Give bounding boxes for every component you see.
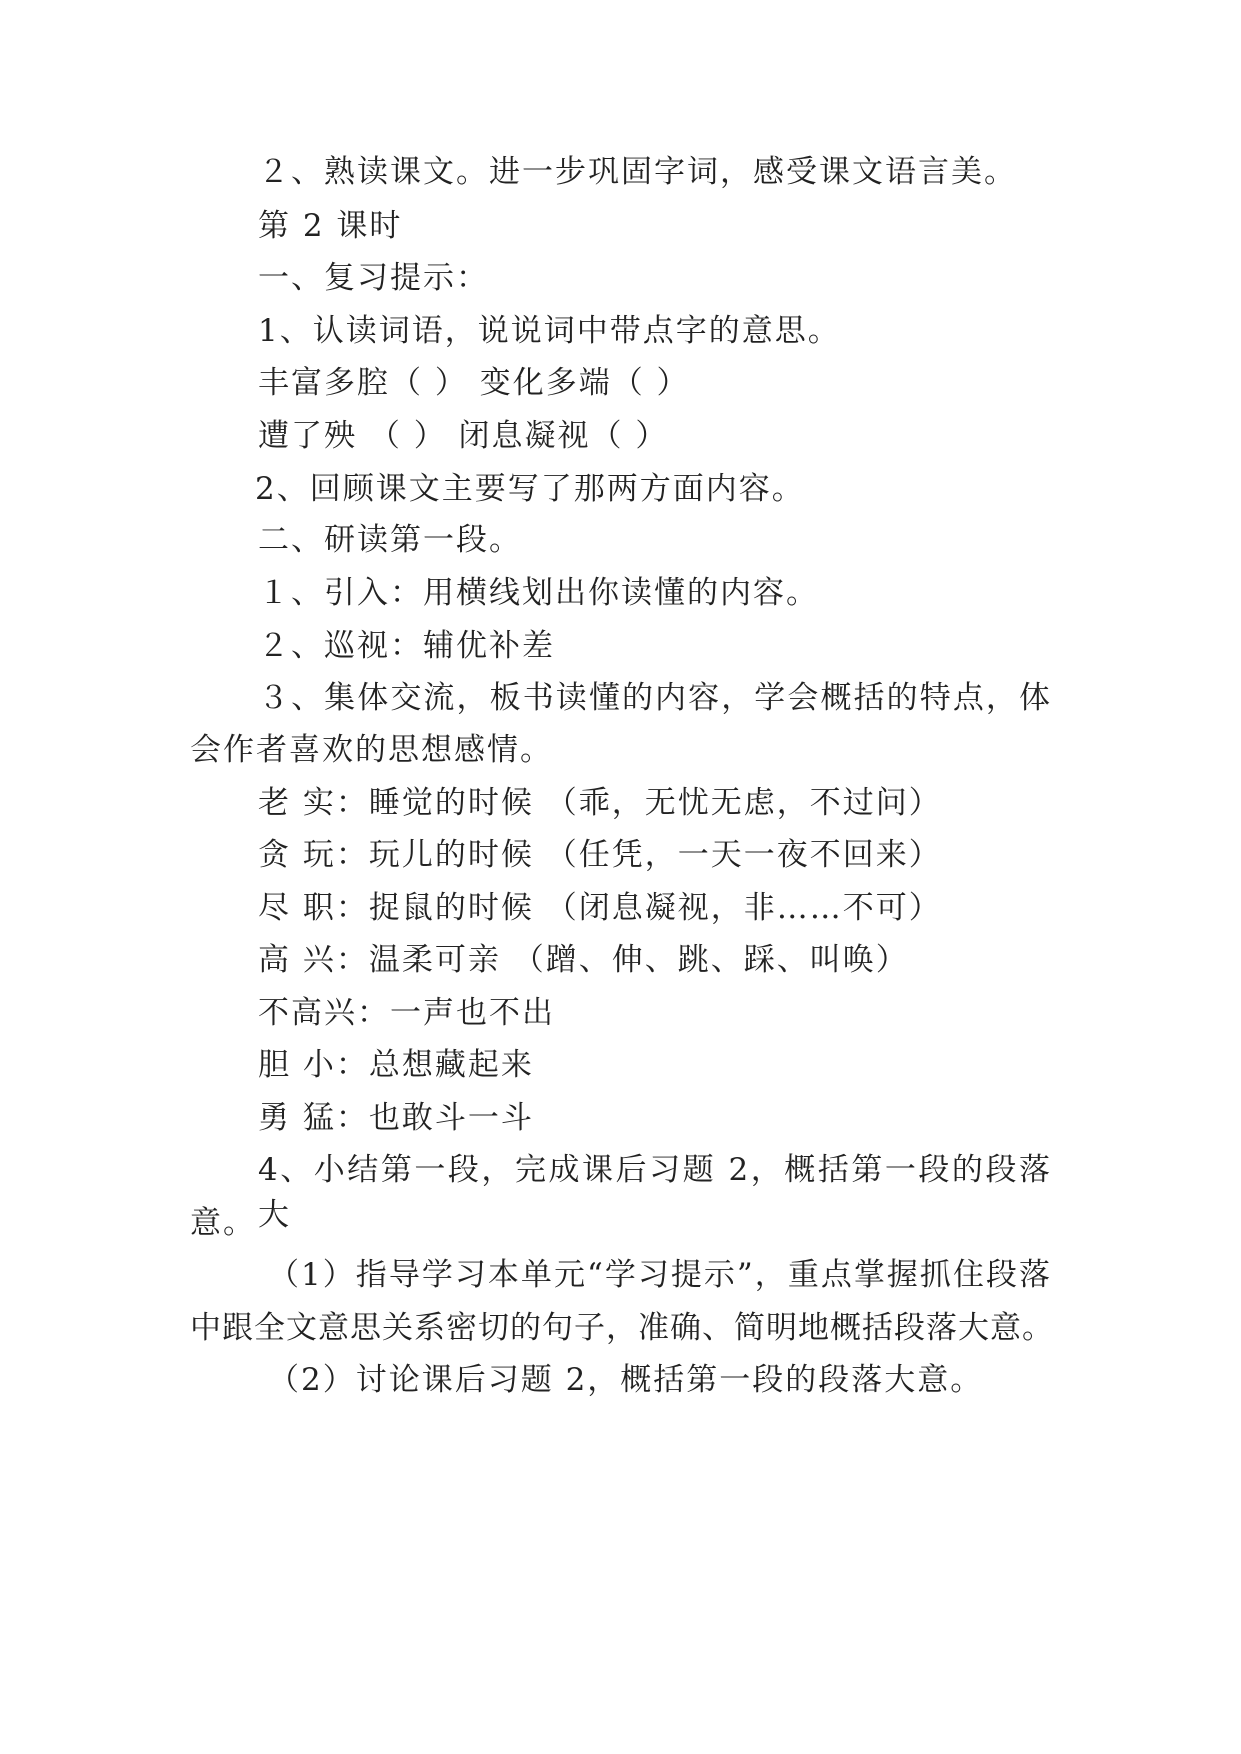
text-line: 会作者喜欢的思想感情。	[190, 732, 553, 768]
text-line: 丰富多腔（ ） 变化多端（ ）	[258, 365, 690, 401]
text-line: ２、巡视：辅优补差	[258, 628, 555, 664]
text-line: 中跟全文意思关系密切的句子，准确、简明地概括段落大意。	[190, 1310, 1054, 1346]
text-line: 老 实：睡觉的时候 （乖，无忧无虑，不过问）	[258, 785, 942, 821]
text-line: 1、认读词语，说说词中带点字的意思。	[258, 313, 841, 349]
text-line: ２、熟读课文。进一步巩固字词，感受课文语言美。	[258, 154, 1017, 190]
text-line: 2、回顾课文主要写了那两方面内容。	[255, 471, 805, 507]
text-line: 不高兴：一声也不出	[258, 995, 555, 1031]
text-line: 遭了殃 （ ） 闭息凝视（ ）	[258, 418, 669, 454]
text-line: 4、小结第一段，完成课后习题 2，概括第一段的段落大	[258, 1152, 1052, 1233]
text-line: 尽 职：捉鼠的时候 （闭息凝视，非……不可）	[258, 890, 942, 926]
text-line: １、引入：用横线划出你读懂的内容。	[258, 575, 819, 611]
text-line: 贪 玩：玩儿的时候 （任凭，一天一夜不回来）	[258, 837, 942, 873]
section-heading: 一、复习提示：	[258, 260, 489, 296]
text-line: 高 兴：温柔可亲 （蹭、伸、跳、踩、叫唤）	[258, 942, 909, 978]
text-line: ３、集体交流，板书读懂的内容，学会概括的特点，体	[258, 680, 1052, 716]
section-heading: 二、研读第一段。	[258, 522, 522, 558]
text-line: （1）指导学习本单元“学习提示”，重点掌握抓住段落	[268, 1257, 1052, 1293]
text-line: 意。	[190, 1205, 256, 1241]
text-line: 勇 猛：也敢斗一斗	[258, 1100, 534, 1136]
lesson-heading: 第 2 课时	[258, 208, 403, 244]
text-line: （2）讨论课后习题 2，概括第一段的段落大意。	[268, 1362, 984, 1398]
text-line: 胆 小：总想藏起来	[258, 1047, 534, 1083]
